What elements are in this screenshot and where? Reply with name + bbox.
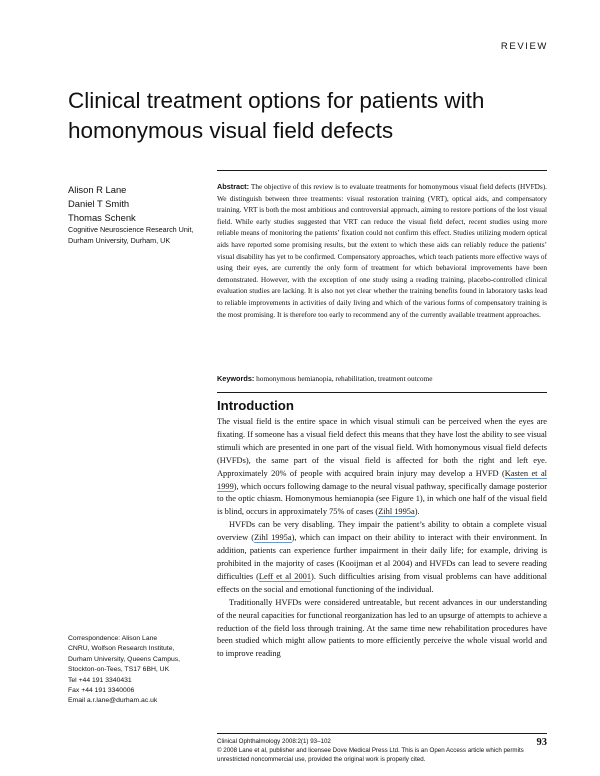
correspondence-line: CNRU, Wolfson Research Institute, — [68, 645, 175, 653]
body-text: The visual field is the entire space in which visual stimuli can be perceived when the eyes are fixating. If someone has a visual field defect this means that they have lost the ability to see visual stimuli which are presented in one part of the visual field. With homonymous visual field defects (HVFDs), the same part of the visual field is affected for both the right and left eye. Approximately 20% of people with acquired brain injury may develop a HVFD ( — [217, 417, 547, 478]
body-text: ), which can impact on their ability to interact with their environment. In addition, patients can experience further impairment in their daily life; for example, driving is prohibited in the majority of cases (Kooijman et al 2004) and HVFDs can lead to severe reading difficulties ( — [217, 533, 547, 581]
author-name: Thomas Schenk — [68, 212, 136, 224]
correspondence-line: Tel +44 191 3340431 — [68, 676, 132, 684]
correspondence-email[interactable]: Email a.r.lane@durham.ac.uk — [68, 697, 158, 705]
author-name: Alison R Lane — [68, 184, 127, 195]
copyright-notice: © 2008 Lane et al, publisher and licensee Dove Medical Press Ltd. This is an Open Access article which permits unrestricted noncommercial use, provided the original work is properly cited. — [217, 747, 524, 763]
citation-link[interactable]: Kasten et al 1999 — [217, 468, 547, 491]
section-heading: Introduction — [217, 398, 294, 413]
keywords-label: Keywords: — [217, 374, 255, 383]
correspondence-block — [68, 634, 214, 707]
top-rule — [217, 170, 547, 171]
introduction-body — [217, 416, 547, 661]
author-list — [68, 183, 213, 226]
body-paragraph — [217, 519, 547, 596]
body-paragraph: Traditionally HVFDs were considered untreatable, but recent advances in our understanding of the neural capacities for functional reorganization has led to an upsurge of attempts to achieve a reduction of the field loss through training. At the same time new rehabilitation procedures have been studied which might allow patients to more efficiently perceive the whole visual world and to improve reading — [217, 597, 547, 659]
footer-rule — [217, 733, 547, 734]
body-text: HVFDs can be very disabling. They impair the patient’s ability to obtain a complete visual overview ( — [217, 520, 547, 543]
correspondence-line: Fax +44 191 3340006 — [68, 687, 135, 695]
citation-link[interactable]: Zihl 1995a — [378, 507, 415, 517]
section-rule — [217, 392, 547, 393]
keywords — [217, 373, 547, 385]
abstract-text: The objective of this review is to evaluate treatments for homonymous visual field defects (HVFDs). We distinguish between three treatments: visual restoration training (VRT), optical aids, and compensatory training. VRT is both the most ambitious and controversial approach, aiming to restore portions of the lost visual field. While early studies suggested that VRT can reduce the visual field defect, recent studies using more reliable means of monitoring the patients’ fixation could not confirm this effect. Studies utilizing modern optical aids have reported some promising results, but the extent to which these aids can reliably reduce the patients’ visual disability has yet to be confirmed. Compensatory approaches, which teach patients more effective ways of using their eyes, are currently the only form of treatment for which behavioral improvements have been demonstrated. However, with the exception of one study using a reading training, placebo-controlled clinical evaluation studies are lacking. It is also not yet clear whether the training benefits found in laboratory tasks lead to reliable improvements in activities of daily living and which of the various forms of compensatory training is the most promising. It is therefore too early to recommend any of the currently available treatment approaches. — [217, 182, 547, 319]
citation-link[interactable]: Zihl 1995a — [254, 533, 292, 543]
article-title: Clinical treatment options for patients with homonymous visual field defects — [68, 88, 485, 143]
body-text: ), which occurs following damage to the neural visual pathway, specifically damage posterior to the optic chiasm. Homonymous hemianopia (see Figure 1), in which one half of the visual field is blind, occurs in approximately 75% of cases ( — [217, 481, 547, 517]
correspondence-label: Correspondence: Alison Lane — [68, 635, 158, 642]
body-text: ). Such difficulties arising from visual problems can have additional effects on the social and emotional functioning of the individual. — [217, 571, 547, 594]
abstract-label: Abstract: — [217, 182, 250, 191]
section-label: REVIEW — [500, 41, 548, 52]
abstract — [217, 181, 547, 320]
correspondence-line: Durham University, Queens Campus, — [68, 655, 181, 663]
keywords-text: homonymous hemianopia, rehabilitation, treatment outcome — [256, 374, 433, 383]
footer — [217, 737, 527, 764]
page-number: 93 — [536, 737, 547, 748]
citation-link[interactable]: Leff et al 2001 — [258, 571, 312, 581]
body-paragraph — [217, 416, 547, 519]
correspondence-line: Stockton-on-Tees, TS17 6BH, UK — [68, 666, 170, 674]
body-text: ). — [414, 507, 420, 517]
author-affiliation: Cognitive Neuroscience Research Unit, Durham University, Durham, UK — [68, 225, 194, 246]
journal-citation: Clinical Ophthalmology 2008:2(1) 93–102 — [217, 738, 331, 745]
author-name: Daniel T Smith — [68, 198, 130, 210]
